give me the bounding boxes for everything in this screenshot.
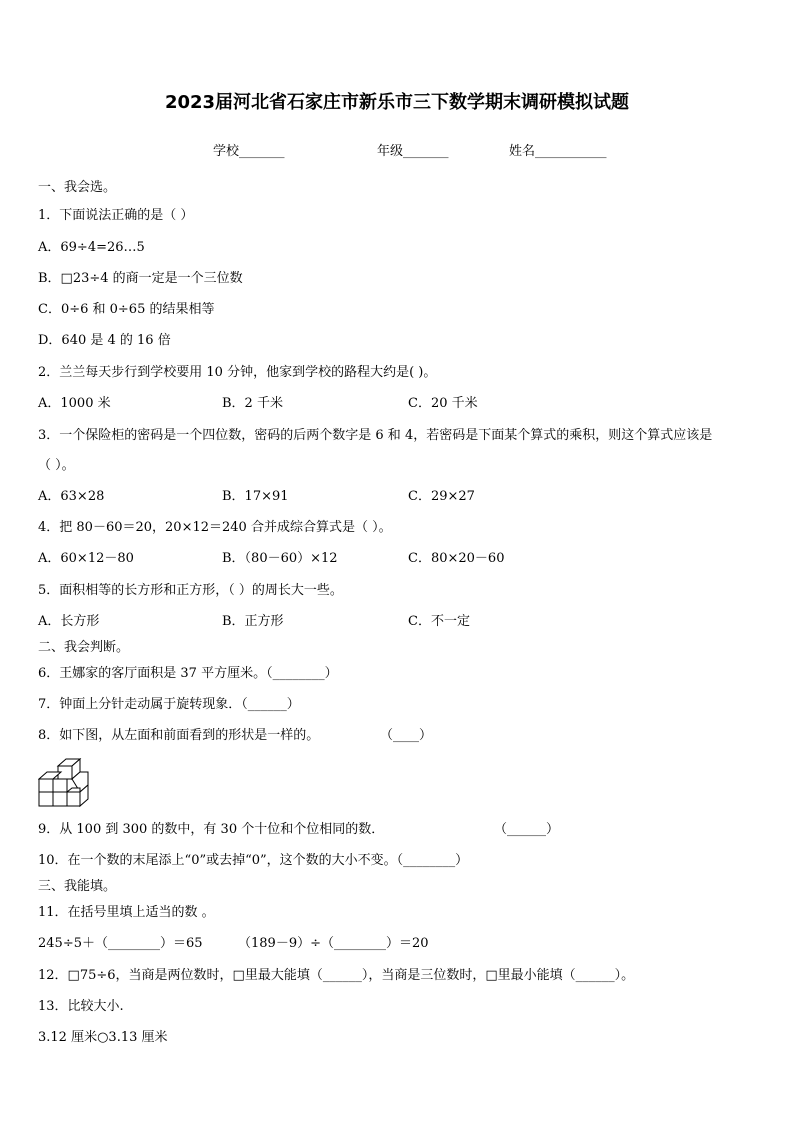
question-11-equation-1: 245÷5＋（________）＝65 <box>38 936 203 951</box>
question-2-option-a: A．1000 米 <box>38 396 111 411</box>
question-8: 8．如下图，从左面和前面看到的形状是一样的。 <box>38 728 320 743</box>
question-3: 3．一个保险柜的密码是一个四位数，密码的后两个数字是 6 和 4，若密码是下面某个算式的乘积，则这个算式应该是 <box>38 428 713 443</box>
question-10: 10．在一个数的末尾添上“0”或去掉“0”，这个数的大小不变。（________） <box>38 853 469 868</box>
question-4-option-a: A．60×12－80 <box>38 551 134 566</box>
question-12: 12．□75÷6，当商是两位数时，□里最大能填（______），当商是三位数时，□里最小能填（______）。 <box>38 968 635 983</box>
question-1-option-a: A．69÷4=26…5 <box>38 240 145 255</box>
question-5-option-b: B．正方形 <box>222 614 284 629</box>
question-1-option-c: C．0÷6 和 0÷65 的结果相等 <box>38 302 215 317</box>
question-3-option-a: A．63×28 <box>38 489 105 504</box>
question-3-option-b: B．17×91 <box>222 489 289 504</box>
section-heading-1: 一、我会选。 <box>38 180 117 195</box>
question-1-option-b: B．□23÷4 的商一定是一个三位数 <box>38 271 243 286</box>
question-4-option-b: B．（80－60）×12 <box>222 551 338 566</box>
question-13: 13．比较大小. <box>38 999 124 1014</box>
page-title: 2023届河北省石家庄市新乐市三下数学期末调研模拟试题 <box>164 92 630 113</box>
question-2-option-b: B．2 千米 <box>222 396 283 411</box>
question-3-option-c: C．29×27 <box>408 489 475 504</box>
question-4: 4．把 80－60＝20，20×12＝240 合并成综合算式是（ ）。 <box>38 520 392 535</box>
question-2: 2．兰兰每天步行到学校要用 10 分钟，他家到学校的路程大约是( )。 <box>38 365 437 380</box>
school-field: 学校_______ <box>213 144 285 159</box>
question-3-continuation: （ ）。 <box>38 458 75 473</box>
question-9-answer-blank: （______） <box>494 822 560 837</box>
question-13-comparison: 3.12 厘米○3.13 厘米 <box>38 1030 168 1045</box>
question-7: 7．钟面上分针走动属于旋转现象．（______） <box>38 697 300 712</box>
question-11-equation-2: （189－9）÷（________）＝20 <box>238 936 429 951</box>
question-8-answer-blank: （____） <box>380 728 433 743</box>
question-1-option-d: D．640 是 4 的 16 倍 <box>38 333 171 348</box>
question-5: 5．面积相等的长方形和正方形，（ ）的周长大一些。 <box>38 583 343 598</box>
question-5-option-a: A．长方形 <box>38 614 100 629</box>
question-1: 1．下面说法正确的是（ ） <box>38 208 194 223</box>
question-6: 6．王娜家的客厅面积是 37 平方厘米。（________） <box>38 666 338 681</box>
section-heading-3: 三、我能填。 <box>38 879 117 894</box>
grade-field: 年级_______ <box>377 144 449 159</box>
question-5-option-c: C．不一定 <box>408 614 470 629</box>
question-9: 9．从 100 到 300 的数中，有 30 个十位和个位相同的数． <box>38 822 385 837</box>
name-field: 姓名___________ <box>509 144 607 159</box>
section-heading-2: 二、我会判断。 <box>38 640 130 655</box>
question-11: 11．在括号里填上适当的数 。 <box>38 905 215 920</box>
question-2-option-c: C．20 千米 <box>408 396 478 411</box>
cube-stack-figure <box>38 758 90 808</box>
question-4-option-c: C．80×20－60 <box>408 551 505 566</box>
